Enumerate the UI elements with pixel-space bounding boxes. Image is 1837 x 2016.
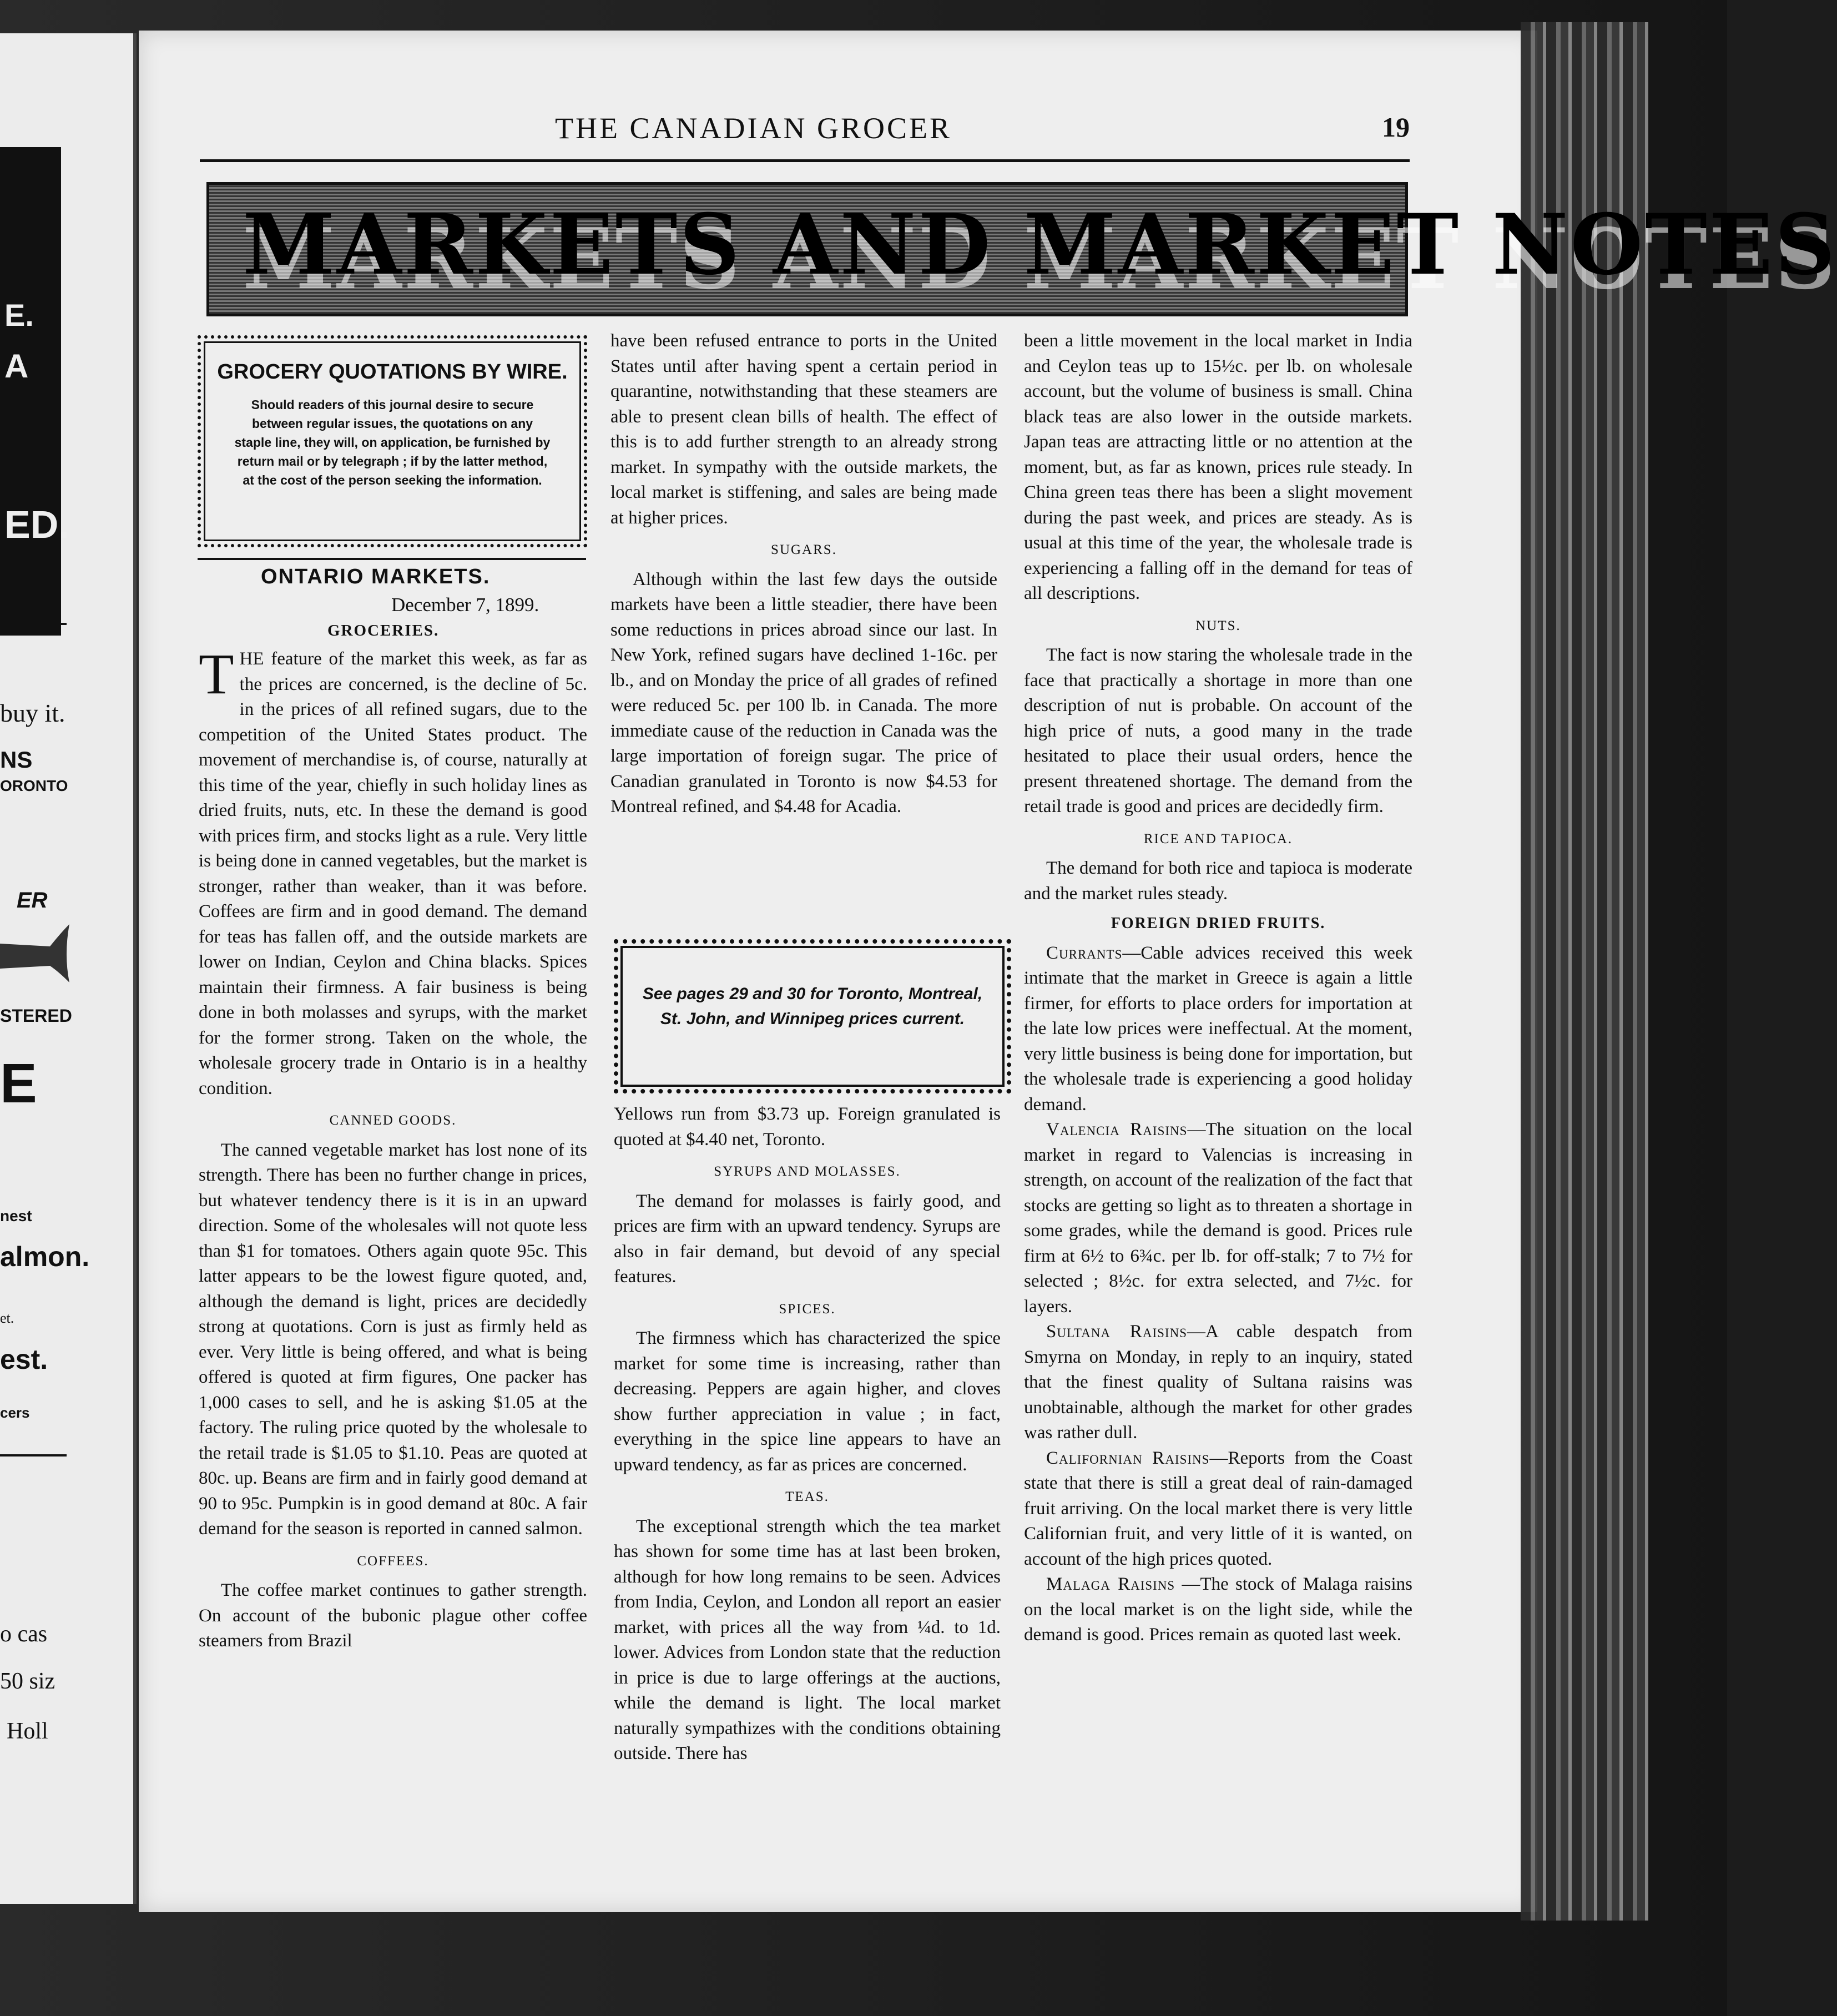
left-fragment: nest [0,1207,32,1224]
syrups-heading: SYRUPS AND MOLASSES. [714,1164,901,1179]
publication-title: THE CANADIAN GROCER [555,112,952,145]
californian-paragraph: Californian Raisins—Reports from the Coast state that there is still a great deal of rain-damaged fruit arriving. On the local market there is very little Californian fruit, and very little of it is wanted, on account of the high prices quoted. [1024,1448,1412,1569]
prices-current-box [614,939,1011,1093]
header-rule [200,159,1410,162]
section-banner [206,182,1837,316]
left-fragment: cers [0,1404,30,1421]
left-page-black-advert [0,147,69,636]
prices-current-text: See pages 29 and 30 for Toronto, Montreal, St. John, and Winnipeg prices current. [642,985,983,1028]
left-fragment: almon. [0,1241,90,1272]
column-2-lower [614,1102,1001,1767]
teas-paragraph: The exceptional strength which the tea market has shown for some time has at last been broken, although for how long remains to be seen. Advices from India, Ceylon, and London all report an easier market, with prices all the way from ¼d. to 1d. lower. Advices from London state that the reduction in price is due to large offerings at the auctions, while the demand is light. The local market naturally sympathizes with the conditions obtaining outside. There has [614,1516,1001,1763]
wire-box-title: GROCERY QUOTATIONS BY WIRE. [217,360,568,384]
left-fragment: E [0,1052,37,1115]
groceries-heading: GROCERIES. [327,622,440,639]
groceries-paragraph: THE feature of the market this week, as far as the prices are concerned, is the decline of 5c. in the prices of all refined sugars, due to the competition of the United States product. The movement of merchandise is, of course, naturally at this time of the year, chiefly in such holiday lines as dried fruits, nuts, etc. In these the demand is good with prices firm, and stocks light as a rule. Very little is being done in canned vegetables, but the market is stronger, rather than weaker, than it was before. Coffees are firm and in good demand. The demand for teas has fallen off, and the outside markets are lower on Indian, Ceylon and China blacks. Spices maintain their firmness. A fair business is being done in both molasses and syrups, with the market for the former strong. Taken on the whole, the wholesale grocery trade in Ontario is in a healthy condition. [199,642,587,1098]
drop-cap: T [199,642,234,706]
left-fragment: et. [0,1310,14,1326]
banner-title: MARKETS AND MARKET NOTES [243,196,1837,294]
column-1 [199,642,587,1654]
coffees-continued: have been refused entrance to ports in the United States until after having spent a certain period in quarantine, notwithstanding that these steamers are able to present clean bills of health. The effect of this is to add further strength to an already strong market. In sympathy with the outside markets, the local market is stiffening, and sales are being made at higher prices. [610,331,997,528]
spices-paragraph: The firmness which has characterized the spice market for some time is increasing, rather than decreasing. Peppers are again higher, and cloves show further appreciation in value ; in fact, everything in the spice line appears to have an upward tendency, as far as prices are concerned. [614,1328,1001,1475]
malaga-paragraph: Malaga Raisins —The stock of Malaga raisins on the local market is on the light side, while the demand is good. Prices remain as quoted last week. [1024,1574,1413,1645]
left-fragment: o cas [0,1621,48,1647]
left-fragment: est. [0,1344,48,1375]
currants-paragraph: Currants—Cable advices received this week intimate that the market in Greece is again a little firmer, for efforts to place orders for importation at the late low prices were ineffectual. At the moment, very little business is being done for importation, but the wholesale trade is experiencing a good holiday demand. [1024,943,1412,1115]
ontario-markets-title: ONTARIO MARKETS. [261,565,491,588]
left-fragment: 50 siz [0,1669,55,1694]
left-fragment: ER [17,888,48,913]
sugars-heading: SUGARS. [771,542,837,557]
column-3 [1024,329,1412,1648]
spices-heading: SPICES. [779,1301,836,1317]
wire-box-body: Should readers of this journal desire to secure between regular issues, the quotations on any staple line, they will, on application, be furnished by return mail or by telegraph ; if by the latter method, at the cost of the person seeking the information. [234,397,551,487]
book-page-edges [1521,22,1648,1921]
ontario-markets-date: December 7, 1899. [391,594,539,616]
valencia-paragraph: Valencia Raisins—The situation on the local market in regard to Valencias is increasing in strength, on account of the realization of the fact that stocks are getting so light as to threaten a shortage in some grades, while the demand is good. Prices rule firm at 6½ to 6¾c. per lb. for off-stalk; 7 to 7½ for selected ; 8½c. for extra selected, and 7½c. for layers. [1024,1120,1412,1317]
left-fragment: ORONTO [0,777,68,794]
left-fragment: buy it. [0,699,65,727]
page-number: 19 [1382,112,1410,143]
coffees-heading: COFFEES. [357,1553,429,1569]
left-rule [0,1454,67,1456]
dried-fruits-heading: FOREIGN DRIED FRUITS. [1111,915,1326,932]
canned-goods-heading: CANNED GOODS. [329,1113,457,1128]
left-fragment: ED. [4,503,69,546]
teas-heading: TEAS. [785,1489,829,1504]
nuts-heading: NUTS. [1195,618,1241,633]
sultana-paragraph: Sultana Raisins—A cable despatch from Smyrna on Monday, in reply to an inquiry, stated that the finest quality of Sultana raisins was unobtainable, although the market for other grades was rather dull. [1024,1322,1412,1443]
syrups-paragraph: The demand for molasses is fairly good, and prices are firm with an upward tendency. Syrups are also in fair demand, but devoid of any special features. [614,1191,1001,1287]
left-fragment: A [4,347,29,385]
left-fragment: Holl [7,1718,48,1744]
left-rule [0,623,67,625]
coffees-paragraph: The coffee market continues to gather strength. On account of the bubonic plague other coffee steamers from Brazil [199,1580,587,1651]
left-fragment: E. [4,298,34,332]
nuts-paragraph: The fact is now staring the wholesale trade in the face that practically a shortage in more than one description of nut is probable. On account of the high price of nuts, a good many in the trade hesitated to place their usual orders, hence the present threatened shortage. The demand from the retail trade is good and prices are decidedly firm. [1024,645,1412,817]
sugars-paragraph: Although within the last few days the outside markets have been a little steadier, there have been some reductions in prices abroad since our last. In New York, refined sugars have declined 1-16c. per lb., and on Monday the price of all grades of refined were reduced 5c. per 100 lb. in Canada. The more immediate cause of the reduction in Canada was the large importation of foreign sugar. The price of Canadian granulated in Toronto is now $4.53 for Montreal refined, and $4.48 for Acadia. [610,569,997,817]
canned-goods-paragraph: The canned vegetable market has lost none of its strength. There has been no further change in prices, but whatever tendency there is it is in an upward direction. Some of the wholesales will not quote less than $1 for tomatoes. Others again quote 95c. This latter appears to be the lowest figure quoted, and, although the demand is light, prices are decidedly strong at quotations. Corn is just as firmly held as ever. Very little is being offered, and what is being offered is quoted at firm figures, One packer has 1,000 cases to sell, and he is asking $1.05 at the factory. The ruling price quoted by the wholesale to the retail trade is $1.05 to $1.10. Peas are quoted at 80c. up. Beans are firm and in fairly good demand at 90 to 95c. Pumpkin is in good demand at 80c. A fair demand for the season is reported in canned salmon. [199,1140,587,1539]
left-fragment: STERED [0,1006,72,1026]
left-fragment: NS [0,747,33,773]
teas-continued: been a little movement in the local market in India and Ceylon teas up to 15½c. per lb. on wholesale account, but the volume of business is small. China black teas are also lower in the outside markets. Japan teas are attracting little or no attention at the moment, but, as far as known, prices rule steady. In China green teas there has been a slight movement during the past week, and prices are steady. As is usual at this time of the year, the wholesale trade is experiencing a falling off in the demand for teas of all descriptions. [1024,331,1412,603]
column-2 [610,329,997,820]
rice-heading: RICE AND TAPIOCA. [1143,831,1293,846]
fish-icon [0,921,72,988]
left-page-fragment [0,33,137,1904]
rice-paragraph: The demand for both rice and tapioca is moderate and the market rules steady. [1024,858,1412,904]
column-rule [198,558,586,560]
sugars-continued: Yellows run from $3.73 up. Foreign granulated is quoted at $4.40 net, Toronto. [614,1104,1001,1150]
grocery-quotations-box [198,335,587,547]
